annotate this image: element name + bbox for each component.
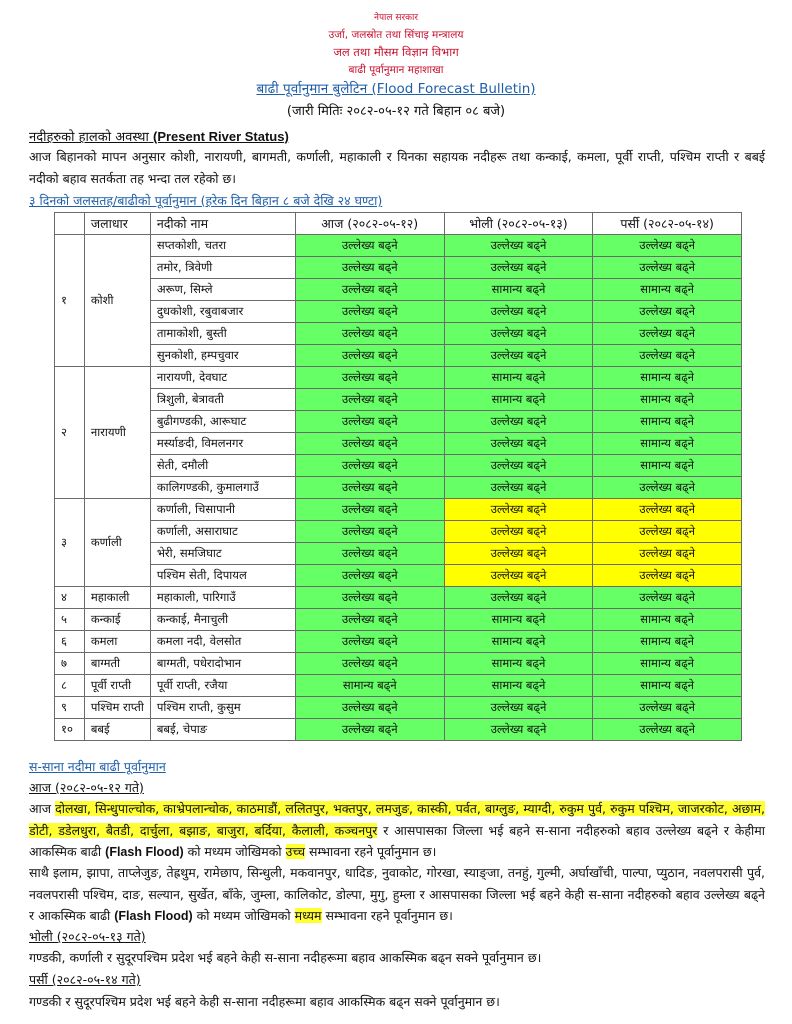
forecast-cell-tomorrow: उल्लेख्य बढ्ने <box>444 235 593 257</box>
forecast-cell-today: उल्लेख्य बढ्ने <box>295 323 444 345</box>
table-row <box>55 433 742 455</box>
present-status-heading <box>29 127 289 145</box>
forecast-table <box>54 212 742 741</box>
forecast-cell-today: उल्लेख्य बढ्ने <box>295 455 444 477</box>
present-status-heading-en: (Present River Status) <box>152 129 289 144</box>
table-row <box>55 235 742 257</box>
forecast-cell-today: उल्लेख्य बढ्ने <box>295 389 444 411</box>
forecast-cell-today: उल्लेख्य बढ्ने <box>295 609 444 631</box>
table-row <box>55 565 742 587</box>
forecast-cell-day-after: सामान्य बढ्ने <box>593 279 742 301</box>
table-row <box>55 367 742 389</box>
forecast-cell-day-after: उल्लेख्य बढ्ने <box>593 499 742 521</box>
forecast-cell-today: उल्लेख्य बढ्ने <box>295 631 444 653</box>
basin-serial-number: ४ <box>55 587 85 609</box>
forecast-cell-today: उल्लेख्य बढ्ने <box>295 543 444 565</box>
small-rivers-tomorrow-heading: भोली (२०८२-०५-१३ गते) <box>29 929 146 944</box>
forecast-cell-day-after: उल्लेख्य बढ्ने <box>593 697 742 719</box>
river-station-name: बुढीगण्डकी, आरूघाट <box>150 411 295 433</box>
forecast-cell-tomorrow: उल्लेख्य बढ्ने <box>444 323 593 345</box>
river-station-name: सप्तकोशी, चतरा <box>150 235 295 257</box>
flash-flood-label: (Flash Flood) <box>105 845 184 859</box>
risk-level-high: उच्च <box>285 844 306 859</box>
basin-serial-number: ७ <box>55 653 85 675</box>
forecast-cell-today: उल्लेख्य बढ्ने <box>295 235 444 257</box>
river-station-name: दुधकोशी, रबुवाबजार <box>150 301 295 323</box>
forecast-cell-day-after: उल्लेख्य बढ्ने <box>593 477 742 499</box>
forecast-cell-day-after: उल्लेख्य बढ्ने <box>593 719 742 741</box>
forecast-table-heading: ३ दिनको जलसतह/बाढीको पूर्वानुमान (हरेक दिन बिहान ८ बजे देखि २४ घण्टा) <box>29 193 383 208</box>
table-row <box>55 543 742 565</box>
forecast-cell-day-after: उल्लेख्य बढ्ने <box>593 235 742 257</box>
basin-serial-number: १० <box>55 719 85 741</box>
river-station-name: पश्चिम राप्ती, कुसुम <box>150 697 295 719</box>
forecast-cell-today: उल्लेख्य बढ्ने <box>295 257 444 279</box>
basin-name: बबई <box>84 719 150 741</box>
col-header-today: आज (२०८२-०५-१२) <box>295 213 444 235</box>
river-station-name: त्रिशुली, बेत्रावती <box>150 389 295 411</box>
col-header-tomorrow: भोली (२०८२-०५-१३) <box>444 213 593 235</box>
river-station-name: कन्काई, मैनाचुली <box>150 609 295 631</box>
small-rivers-today-heading: आज (२०८२-०५-१२ गते) <box>29 780 144 795</box>
ministry-name: उर्जा, जलस्रोत तथा सिंचाइ मन्त्रालय <box>328 29 464 41</box>
forecast-cell-day-after: सामान्य बढ्ने <box>593 631 742 653</box>
risk-text: को मध्यम जोखिमको <box>192 908 295 923</box>
forecast-cell-day-after: सामान्य बढ्ने <box>593 389 742 411</box>
basin-name: पश्चिम राप्ती <box>84 697 150 719</box>
forecast-cell-tomorrow: उल्लेख्य बढ्ने <box>444 719 593 741</box>
small-rivers-today-paragraph-1 <box>29 798 765 864</box>
forecast-cell-tomorrow: उल्लेख्य बढ्ने <box>444 301 593 323</box>
small-rivers-today-paragraph-2 <box>29 862 765 928</box>
division-name: बाढी पूर्वानुमान महाशाखा <box>348 64 444 76</box>
text-middle: र आसपासका जिल्ला भई बहने स-साना नदीहरुको बहाव उल्लेख्य बढ्ने र केहीमा आकस्मिक बाढी <box>29 822 765 859</box>
bulletin-title: बाढी पूर्वानुमान बुलेटिन (Flood Forecast Bulletin) <box>256 81 536 97</box>
table-row <box>55 587 742 609</box>
text-prefix: आज <box>29 801 56 816</box>
basin-name: पूर्वी राप्ती <box>84 675 150 697</box>
forecast-cell-day-after: उल्लेख्य बढ्ने <box>593 543 742 565</box>
basin-serial-number: ६ <box>55 631 85 653</box>
flash-flood-label: (Flash Flood) <box>114 909 193 923</box>
forecast-cell-day-after: उल्लेख्य बढ्ने <box>593 345 742 367</box>
forecast-cell-tomorrow: उल्लेख्य बढ्ने <box>444 499 593 521</box>
forecast-cell-tomorrow: सामान्य बढ्ने <box>444 389 593 411</box>
department-name: जल तथा मौसम विज्ञान विभाग <box>333 45 459 59</box>
forecast-cell-today: उल्लेख्य बढ्ने <box>295 521 444 543</box>
col-header-serial <box>55 213 85 235</box>
river-station-name: सेती, दमौली <box>150 455 295 477</box>
river-station-name: नारायणी, देवघाट <box>150 367 295 389</box>
river-station-name: कालिगण्डकी, कुमालगाउँ <box>150 477 295 499</box>
col-header-river: नदीको नाम <box>150 213 295 235</box>
forecast-cell-today: उल्लेख्य बढ्ने <box>295 697 444 719</box>
forecast-cell-tomorrow: उल्लेख्य बढ्ने <box>444 455 593 477</box>
table-row <box>55 631 742 653</box>
forecast-cell-day-after: उल्लेख्य बढ्ने <box>593 565 742 587</box>
river-station-name: तमोर, त्रिवेणी <box>150 257 295 279</box>
basin-serial-number: ५ <box>55 609 85 631</box>
forecast-cell-day-after: उल्लेख्य बढ्ने <box>593 257 742 279</box>
forecast-cell-today: उल्लेख्य बढ्ने <box>295 279 444 301</box>
highlighted-districts-high-risk: दोलखा, सिन्धुपाल्चोक, काभ्रेपलान्चोक, काठमाडौं, ललितपुर, भक्तपुर, लमजुङ, कास्की, पर्वत, बाग्लुङ, म्याग्दी, रुकुम पुर्व, रुकुम पश्चिम, जाजरकोट, अछाम, डोटी, डडेलधुरा, बैतडी, दार्चुला, बझाङ, बाजुरा, बर्दिया, कैलाली, कञ्चनपुर <box>29 801 765 838</box>
forecast-cell-day-after: उल्लेख्य बढ्ने <box>593 301 742 323</box>
basin-name: कन्काई <box>84 609 150 631</box>
text-suffix: सम्भावना रहने पूर्वानुमान छ। <box>305 844 437 859</box>
forecast-cell-today: उल्लेख्य बढ्ने <box>295 345 444 367</box>
forecast-cell-day-after: सामान्य बढ्ने <box>593 455 742 477</box>
table-row <box>55 455 742 477</box>
river-station-name: बबई, चेपाङ <box>150 719 295 741</box>
forecast-cell-tomorrow: सामान्य बढ्ने <box>444 631 593 653</box>
river-station-name: कर्णाली, असाराघाट <box>150 521 295 543</box>
forecast-cell-day-after: सामान्य बढ्ने <box>593 675 742 697</box>
forecast-cell-tomorrow: उल्लेख्य बढ्ने <box>444 697 593 719</box>
table-row <box>55 521 742 543</box>
river-station-name: कमला नदी, वेलसोत <box>150 631 295 653</box>
forecast-cell-tomorrow: सामान्य बढ्ने <box>444 367 593 389</box>
basin-serial-number: १ <box>55 235 85 367</box>
table-row <box>55 301 742 323</box>
forecast-cell-tomorrow: उल्लेख्य बढ्ने <box>444 565 593 587</box>
basin-name: कमला <box>84 631 150 653</box>
forecast-cell-tomorrow: उल्लेख्य बढ्ने <box>444 543 593 565</box>
table-row <box>55 477 742 499</box>
river-station-name: पश्चिम सेती, दिपायल <box>150 565 295 587</box>
basin-serial-number: ९ <box>55 697 85 719</box>
forecast-cell-today: उल्लेख्य बढ्ने <box>295 653 444 675</box>
forecast-cell-day-after: उल्लेख्य बढ्ने <box>593 521 742 543</box>
forecast-cell-today: सामान्य बढ्ने <box>295 675 444 697</box>
forecast-cell-today: उल्लेख्य बढ्ने <box>295 499 444 521</box>
forecast-cell-tomorrow: सामान्य बढ्ने <box>444 675 593 697</box>
districts-medium-risk: साथै इलाम, झापा, ताप्लेजुङ, तेह्रथुम, रामेछाप, सिन्धुली, मकवानपुर, धादिङ, नुवाकोट, गोरखा, स्याङ्जा, तनहुं, गुल्मी, अर्घाखाँची, पाल्पा, प्युठान, नवलपरासी पुर्व, नवलपरासी पश्चिम, दाङ, सल्यान, सुर्खेत, बाँके, जुम्ला, कालिकोट, डोल्पा, मुगु, हुम्ला र आसपासका जिल्ला भई बहने केही स-साना नदीहरुको बहाव उल्लेख्य बढ्ने र आकस्मिक बाढी <box>29 865 765 923</box>
forecast-cell-today: उल्लेख्य बढ्ने <box>295 411 444 433</box>
table-row <box>55 345 742 367</box>
forecast-cell-today: उल्लेख्य बढ्ने <box>295 477 444 499</box>
small-rivers-heading: स-साना नदीमा बाढी पूर्वानुमान <box>29 759 166 774</box>
small-rivers-day-after-text: गण्डकी र सुदूरपश्चिम प्रदेश भई बहने केही स-साना नदीहरूमा बहाव आकस्मिक बढ्न सक्ने पूर्वानुमान छ। <box>29 994 500 1009</box>
table-row <box>55 499 742 521</box>
table-row <box>55 653 742 675</box>
basin-name: कर्णाली <box>84 499 150 587</box>
basin-name: कोशी <box>84 235 150 367</box>
forecast-cell-tomorrow: उल्लेख्य बढ्ने <box>444 521 593 543</box>
river-station-name: पूर्वी राप्ती, रजैया <box>150 675 295 697</box>
forecast-cell-today: उल्लेख्य बढ्ने <box>295 301 444 323</box>
forecast-cell-today: उल्लेख्य बढ्ने <box>295 587 444 609</box>
risk-text: को मध्यम जोखिमको <box>183 844 286 859</box>
forecast-cell-tomorrow: सामान्य बढ्ने <box>444 653 593 675</box>
forecast-cell-tomorrow: उल्लेख्य बढ्ने <box>444 433 593 455</box>
basin-name: महाकाली <box>84 587 150 609</box>
government-name: नेपाल सरकार <box>373 13 419 23</box>
forecast-cell-tomorrow: सामान्य बढ्ने <box>444 279 593 301</box>
table-header-row <box>55 213 742 235</box>
river-station-name: बाग्मती, पधेरादोभान <box>150 653 295 675</box>
river-station-name: कर्णाली, चिसापानी <box>150 499 295 521</box>
basin-name: बाग्मती <box>84 653 150 675</box>
table-row <box>55 323 742 345</box>
basin-serial-number: ३ <box>55 499 85 587</box>
col-header-basin: जलाधार <box>84 213 150 235</box>
forecast-cell-tomorrow: उल्लेख्य बढ्ने <box>444 477 593 499</box>
risk-level-medium: मध्यम <box>294 908 322 923</box>
river-station-name: सुनकोशी, हम्पचुवार <box>150 345 295 367</box>
table-row <box>55 411 742 433</box>
forecast-cell-tomorrow: उल्लेख्य बढ्ने <box>444 411 593 433</box>
forecast-cell-today: उल्लेख्य बढ्ने <box>295 719 444 741</box>
forecast-cell-tomorrow: उल्लेख्य बढ्ने <box>444 587 593 609</box>
col-header-day-after: पर्सी (२०८२-०५-१४) <box>593 213 742 235</box>
forecast-cell-today: उल्लेख्य बढ्ने <box>295 565 444 587</box>
forecast-cell-day-after: सामान्य बढ्ने <box>593 609 742 631</box>
forecast-cell-day-after: सामान्य बढ्ने <box>593 367 742 389</box>
river-station-name: महाकाली, पारिगाउँ <box>150 587 295 609</box>
forecast-cell-today: उल्लेख्य बढ्ने <box>295 367 444 389</box>
table-row <box>55 609 742 631</box>
basin-serial-number: २ <box>55 367 85 499</box>
present-status-heading-np: नदीहरुको हालको अवस्था <box>29 130 149 145</box>
forecast-cell-day-after: उल्लेख्य बढ्ने <box>593 587 742 609</box>
table-row <box>55 697 742 719</box>
forecast-cell-tomorrow: उल्लेख्य बढ्ने <box>444 257 593 279</box>
table-row <box>55 389 742 411</box>
basin-name: नारायणी <box>84 367 150 499</box>
forecast-cell-day-after: सामान्य बढ्ने <box>593 411 742 433</box>
table-row <box>55 719 742 741</box>
table-row <box>55 675 742 697</box>
river-station-name: अरूण, सिम्ले <box>150 279 295 301</box>
forecast-cell-tomorrow: सामान्य बढ्ने <box>444 609 593 631</box>
small-rivers-day-after-heading: पर्सी (२०८२-०५-१४ गते) <box>29 972 141 987</box>
small-rivers-tomorrow-text: गण्डकी, कर्णाली र सुदूरपश्चिम प्रदेश भई बहने केही स-साना नदीहरूमा बहाव आकस्मिक बढ्न सक्ने पूर्वानुमान छ। <box>29 950 542 965</box>
forecast-cell-today: उल्लेख्य बढ्ने <box>295 433 444 455</box>
river-station-name: भेरी, समजिघाट <box>150 543 295 565</box>
river-station-name: तामाकोशी, बुस्ती <box>150 323 295 345</box>
forecast-table-body <box>55 235 742 741</box>
table-row <box>55 257 742 279</box>
present-status-text: आज बिहानको मापन अनुसार कोशी, नारायणी, बागमती, कर्णाली, महाकाली र यिनका सहायक नदीहरू तथा कन्काई, कमला, पूर्वी राप्ती, पश्चिम राप्ती र बबई नदीको बहाव सतर्कता तह भन्दा तल रहेको छ। <box>29 149 765 186</box>
table-row <box>55 279 742 301</box>
forecast-cell-tomorrow: उल्लेख्य बढ्ने <box>444 345 593 367</box>
forecast-cell-day-after: सामान्य बढ्ने <box>593 433 742 455</box>
river-station-name: मर्स्याङदी, विमलनगर <box>150 433 295 455</box>
basin-serial-number: ८ <box>55 675 85 697</box>
forecast-cell-day-after: सामान्य बढ्ने <box>593 653 742 675</box>
issue-date: (जारी मितिः २०८२-०५-१२ गते बिहान ०८ बजे) <box>286 104 506 119</box>
text-suffix: सम्भावना रहने पूर्वानुमान छ। <box>321 908 453 923</box>
forecast-cell-day-after: उल्लेख्य बढ्ने <box>593 323 742 345</box>
